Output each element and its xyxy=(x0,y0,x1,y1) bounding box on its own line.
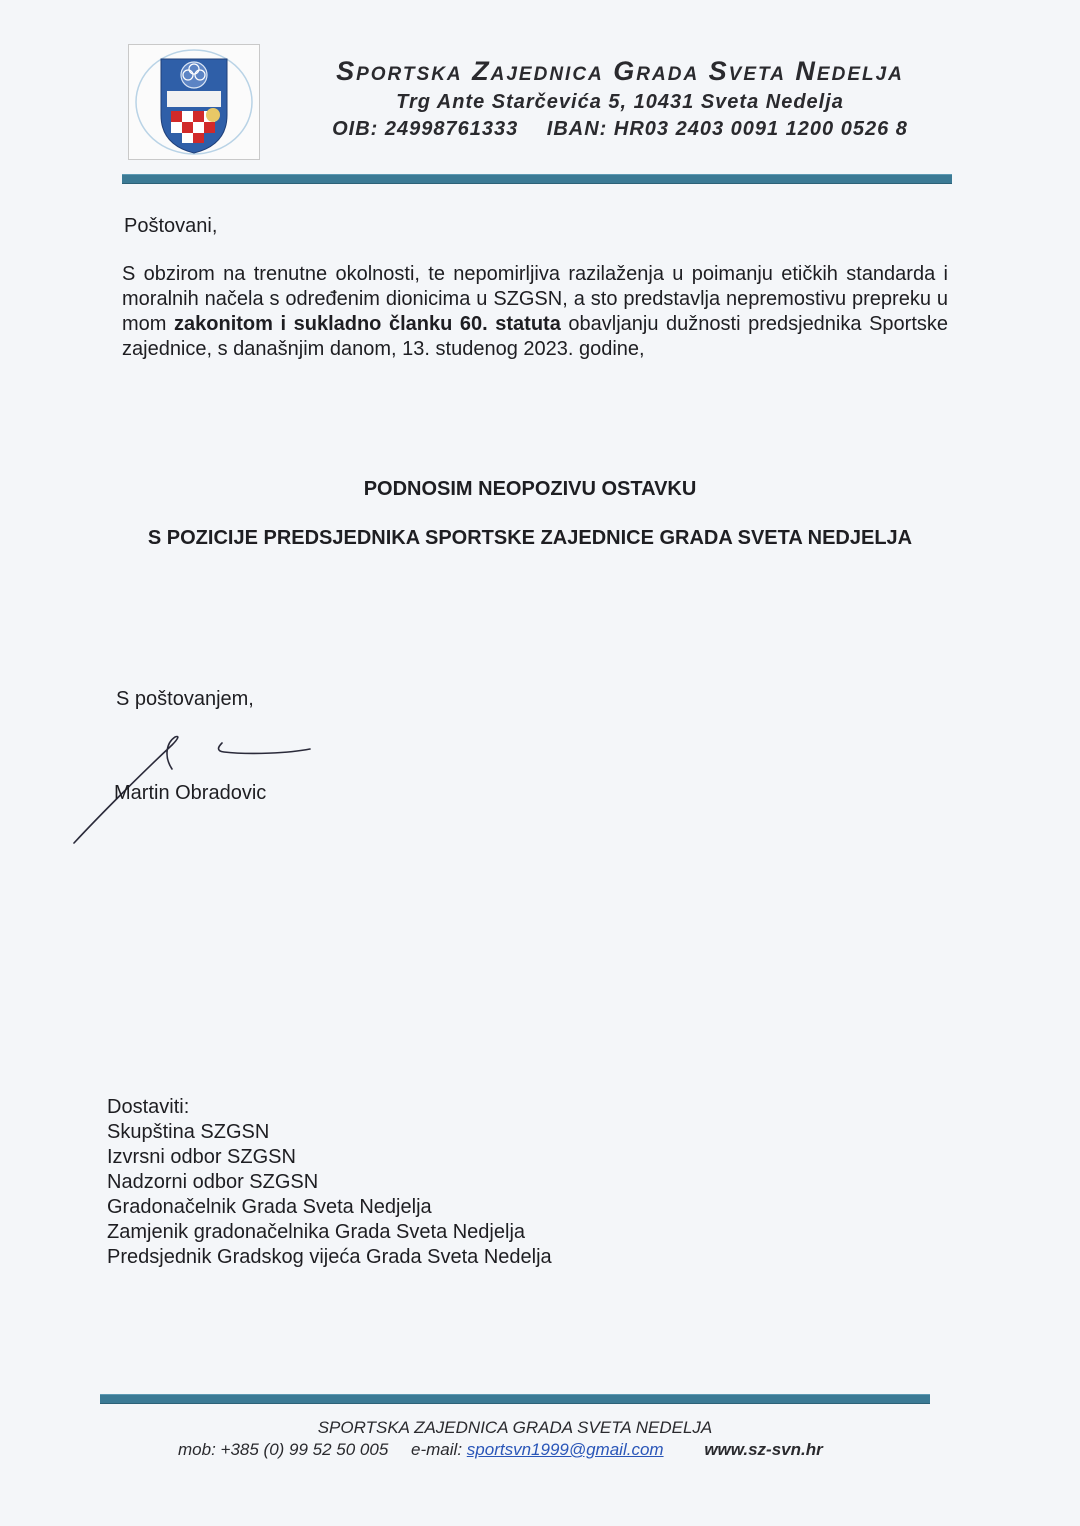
footer-divider xyxy=(100,1394,930,1404)
organization-name: Sportska Zajednica Grada Sveta Nedelja xyxy=(336,56,904,86)
resignation-heading: PODNOSIM NEOPOZIVU OSTAVKU xyxy=(363,478,697,500)
oib-number: OIB: 24998761333 xyxy=(332,118,519,140)
footer-mobile: mob: +385 (0) 99 52 50 005 xyxy=(178,1440,389,1459)
body-text-part-2: obavljanju dužnosti predsjednika Sportske zajednice, s današnjim danom, 13. studenog 2023. godine, xyxy=(122,313,948,360)
footer-organization-name: SPORTSKA ZAJEDNICA GRADA SVETA NEDELJA xyxy=(317,1418,713,1437)
footer-contact xyxy=(178,1440,823,1460)
footer-email-label: e-mail: xyxy=(411,1440,463,1459)
header-divider xyxy=(122,174,952,184)
recipient-item: Skupština SZGSN xyxy=(107,1121,270,1143)
organization-identifiers xyxy=(270,118,970,141)
iban-number: IBAN: HR03 2403 0091 1200 0526 8 xyxy=(546,118,908,140)
closing-salutation: S poštovanjem, xyxy=(116,688,254,710)
recipient-item: Predsjednik Gradskog vijeća Grada Sveta Nedelja xyxy=(107,1246,552,1268)
letterhead xyxy=(270,56,970,141)
greeting: Poštovani, xyxy=(124,215,218,237)
logo-emblem-icon xyxy=(129,45,259,159)
recipients-list xyxy=(107,1095,552,1270)
organization-address: Trg Ante Starčevića 5, 10431 Sveta Nedelja xyxy=(396,91,844,113)
resignation-subheading: S POZICIJE PREDSJEDNIKA SPORTSKE ZAJEDNICE GRADA SVETA NEDJELJA xyxy=(147,527,913,549)
recipient-item: Zamjenik gradonačelnika Grada Sveta Nedjelja xyxy=(107,1221,526,1243)
organization-logo xyxy=(128,44,260,160)
signer-name: Martin Obradovic xyxy=(114,782,267,804)
body-text-bold: zakonitom i sukladno članku 60. statuta xyxy=(174,313,561,335)
footer-website[interactable]: www.sz-svn.hr xyxy=(704,1440,823,1459)
footer-email-link[interactable]: sportsvn1999@gmail.com xyxy=(466,1440,664,1459)
letter-body-paragraph xyxy=(122,262,948,362)
body-text-part-1: S obzirom na trenutne okolnosti, te nepomirljiva razilaženja u poimanju etičkih standarda i moralnih načela s određenim dionicima u SZGSN, a sto predstavlja nepremostivu prepreku u mom xyxy=(122,263,948,335)
recipients-title: Dostaviti: xyxy=(107,1096,190,1118)
recipient-item: Izvrsni odbor SZGSN xyxy=(107,1146,296,1168)
recipient-item: Gradonačelnik Grada Sveta Nedjelja xyxy=(107,1196,432,1218)
recipient-item: Nadzorni odbor SZGSN xyxy=(107,1171,319,1193)
